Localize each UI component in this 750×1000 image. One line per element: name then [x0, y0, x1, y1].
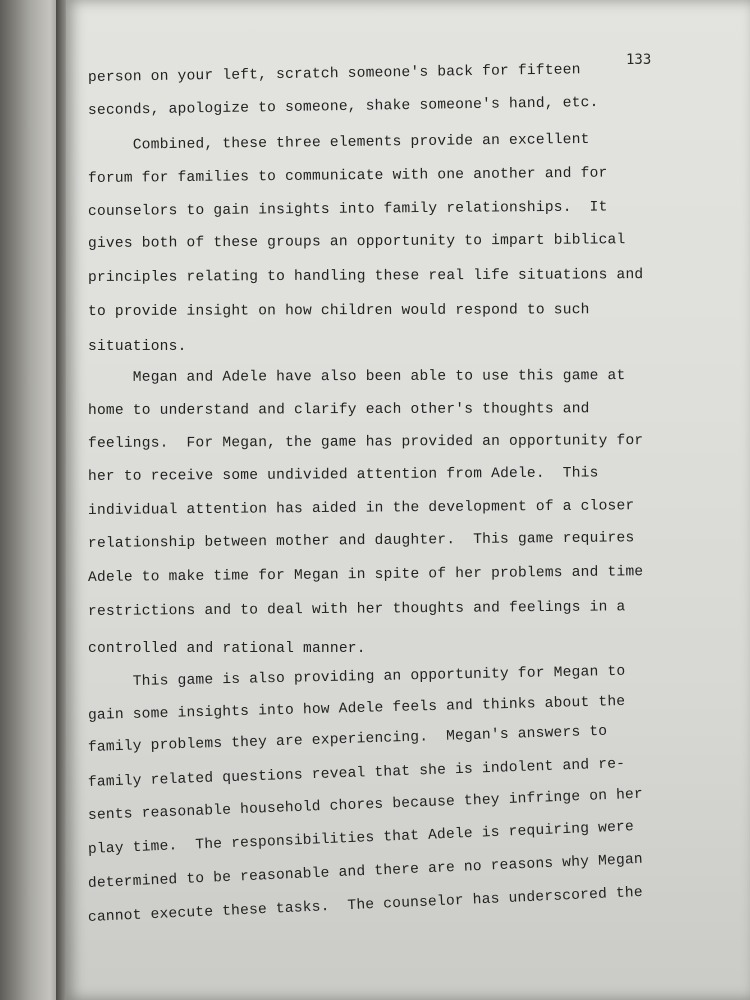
text-line: principles relating to handling these real life situations and [87, 267, 644, 286]
page-number: 133 [626, 52, 652, 68]
text-line: situations. [88, 339, 187, 355]
text-line: gain some insights into how Adele feels and thinks about the [87, 693, 626, 724]
text-line: person on your left, scratch someone's back for fifteen [87, 62, 581, 86]
text-line: home to understand and clarify each other's thoughts and [87, 401, 590, 419]
text-line: cannot execute these tasks. The counselor has underscored the [87, 884, 644, 926]
text-line: relationship between mother and daughter. This game requires [87, 530, 635, 552]
text-line: feelings. For Megan, the game has provided an opportunity for [87, 433, 644, 452]
text-line: counselors to gain insights into family relationships. It [87, 199, 608, 220]
text-line: Adele to make time for Megan in spite of her problems and time [87, 564, 644, 586]
text-line: This game is also providing an opportunity for Megan to [87, 663, 626, 691]
body-text [87, 62, 738, 990]
text-line: restrictions and to deal with her thoughts and feelings in a [87, 599, 626, 620]
text-line: Megan and Adele have also been able to use this game at [87, 368, 626, 386]
text-line: family related questions reveal that she is indolent and re- [87, 756, 626, 791]
text-line: her to receive some undivided attention from Adele. This [87, 465, 599, 485]
text-line: gives both of these groups an opportunity to impart biblical [87, 232, 626, 252]
text-line: seconds, apologize to someone, shake someone's hand, etc. [87, 94, 599, 119]
text-line: sents reasonable household chores because they infringe on her [87, 786, 644, 824]
text-line: family problems they are experiencing. Megan's answers to [87, 723, 608, 756]
text-line: controlled and rational manner. [88, 641, 366, 657]
text-line: determined to be reasonable and there are no reasons why Megan [87, 851, 644, 892]
left-page-edge [0, 0, 60, 1000]
text-line: play time. The responsibilities that Adele is requiring were [87, 819, 635, 858]
text-line: to provide insight on how children would respond to such [87, 302, 590, 320]
text-line: individual attention has aided in the development of a closer [87, 498, 635, 519]
text-line: Combined, these three elements provide an excellent [87, 131, 590, 154]
text-line: forum for families to communicate with one another and for [87, 165, 608, 187]
page [66, 0, 750, 1000]
